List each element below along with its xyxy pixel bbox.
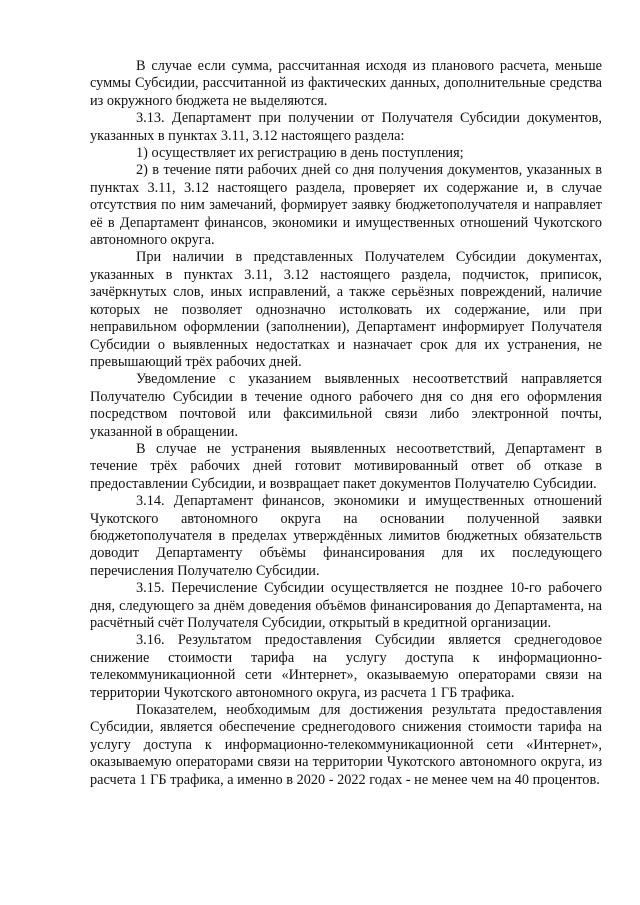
paragraph-3-13-item-1: 1) осуществляет их регистрацию в день поступления; [136, 145, 464, 162]
paragraph-refusal: В случае не устранения выявленных несоответствий, Департамент в течение трёх рабочих дней готовит мотивированный ответ об отказе в предоставлении Субсидии, и возвращает пакет документов Получателю Субсидии. [90, 440, 602, 492]
paragraph-3-15: 3.15. Перечисление Субсидии осуществляется не позднее 10-го рабочего дня, следующего за днём доведения объёмов финансирования до Департамента, на расчётный счёт Получателя Субсидии, открытый в кредитной организации. [90, 580, 602, 631]
paragraph-deficiencies: При наличии в представленных Получателем Субсидии документах, указанных в пунктах 3.11, 3.12 настоящего раздела, подчисток, приписок, зачёркнутых слов, иных исправлений, а также серьёзных повреждений, наличие которых не позволяет однозначно истолковать их содержание, или при неправильном оформлении (заполнении), Департамент информирует Получателя Субсидии о выявленных недостатках и назначает срок для их устранения, не превышающий трёх рабочих дней. [90, 249, 602, 370]
paragraph-subsidy-calc: В случае если сумма, рассчитанная исходя из планового расчета, меньше суммы Субсидии, рассчитанной из фактических данных, дополнительные средства из окружного бюджета не выделяются. [90, 58, 602, 109]
paragraph-indicator: Показателем, необходимым для достижения результата предоставления Субсидии, является обеспечение среднегодового снижения стоимости тарифа на услугу доступа к информационно-телекоммуникационной сети «Интернет», оказываемую операторами связи на территории Чукотского автономного округа, из расчета 1 ГБ трафика, а именно в 2020 - 2022 годах - не менее чем на 40 процентов. [90, 702, 602, 788]
paragraph-notification: Уведомление с указанием выявленных несоответствий направляется Получателю Субсидии в течение одного рабочего дня со дня его оформления посредством почтовой или факсимильной связи либо электронной почты, указанной в обращении. [90, 371, 602, 440]
paragraph-3-13-item-2: 2) в течение пяти рабочих дней со дня получения документов, указанных в пунктах 3.11, 3.12 настоящего раздела, проверяет их содержание и, в случае отсутствия по ним замечаний, формирует заявку бюджетополучателя и направляет её в Департамент финансов, экономики и имущественных отношений Чукотского автономного округа. [90, 162, 602, 249]
paragraph-3-16: 3.16. Результатом предоставления Субсидии является среднегодовое снижение стоимости тарифа на услугу доступа к информационно-телекоммуникационной сети «Интернет», оказываемую операторами связи на территории Чукотского автономного округа, из расчета 1 ГБ трафика. [90, 632, 602, 701]
paragraph-3-13: 3.13. Департамент при получении от Получателя Субсидии документов, указанных в пунктах 3.11, 3.12 настоящего раздела: [90, 110, 602, 144]
paragraph-3-14: 3.14. Департамент финансов, экономики и имущественных отношений Чукотского автономного округа на основании полученной заявки бюджетополучателя в пределах утверждённых лимитов бюджетных обязательств доводит Департаменту объёмы финансирования для их последующего перечисления Получателю Субсидии. [90, 493, 602, 579]
document-page [90, 58, 602, 789]
